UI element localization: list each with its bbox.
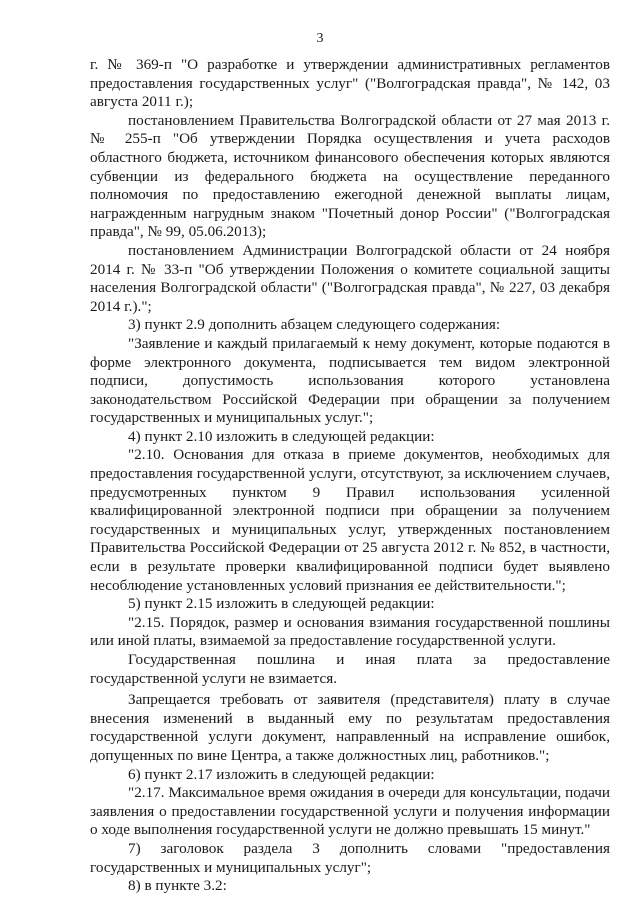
page-number: 3 [316, 31, 324, 46]
paragraph-2: постановлением Правительства Волгоградской области от 27 мая 2013 г. № 255-п "Об утверждении Порядка осуществления и учета расходов областного бюджета, источником финансового обеспечения которых являются субвенции из федерального бюджета на осуществление переданного полномочия по предоставлению ежегодной денежной выплаты лицам, награжденным нагрудным знаком "Почетный донор России" ("Волгоградская правда", № 99, 05.06.2013); [90, 111, 610, 241]
paragraph-4: 3) пункт 2.9 дополнить абзацем следующего содержания: [128, 316, 501, 334]
paragraph-11: Запрещается требовать от заявителя (представителя) плату в случае внесения изменений в выданный ему по результатам предоставления государственной услуги документ, направленный на исправление ошибок, допущенных по вине Центра, а также должностных лиц, работников."; [90, 691, 610, 764]
document-body [90, 56, 610, 896]
paragraph-6: 4) пункт 2.10 изложить в следующей редакции: [128, 427, 435, 445]
paragraph-12: 6) пункт 2.17 изложить в следующей редакции: [128, 765, 435, 783]
paragraph-10: Государственная пошлина и иная плата за предоставление государственной услуги не взимается. [90, 651, 610, 687]
paragraph-8: 5) пункт 2.15 изложить в следующей редакции: [128, 595, 435, 613]
paragraph-5: "Заявление и каждый прилагаемый к нему документ, которые подаются в форме электронного документа, подписывается тем видом электронной подписи, допустимость использования которого установлена законодательством Российской Федерации при обращении за получением государственных и муниципальных услуг."; [90, 334, 610, 427]
paragraph-14: 7) заголовок раздела 3 дополнить словами "предоставления государственных и муниципальных услуг"; [90, 839, 610, 876]
paragraph-1: г. № 369-п "О разработке и утверждении административных регламентов предоставления государственных услуг" ("Волгоградская правда", № 142, 03 августа 2011 г.); [90, 56, 610, 111]
paragraph-13: "2.17. Максимальное время ожидания в очереди для консультации, подачи заявления о предоставлении государственной услуги и получения информации о ходе выполнения государственной услуги не должно превышать 15 минут." [90, 784, 610, 839]
paragraph-9: "2.15. Порядок, размер и основания взимания государственной пошлины или иной платы, взимаемой за предоставление государственной услуги. [90, 613, 610, 650]
paragraph-15: 8) в пункте 3.2: [128, 877, 227, 895]
paragraph-7: "2.10. Основания для отказа в приеме документов, необходимых для предоставления государственной услуги, отсутствуют, за исключением случаев, предусмотренных пунктом 9 Правил использования усиленной квалифицированной электронной подписи при обращении за получением государственных и муниципальных услуг, утвержденных постановлением Правительства Российской Федерации от 25 августа 2012 г. № 852, в частности, если в результате проверки квалифицированной подписи будет выявлено несоблюдение установленных условий признания ее действительности."; [90, 446, 610, 594]
paragraph-3: постановлением Администрации Волгоградской области от 24 ноября 2014 г. № 33-п "Об утверждении Положения о комитете социальной защиты населения Волгоградской области" ("Волгоградская правда", № 227, 03 декабря 2014 г.)."; [90, 241, 610, 315]
